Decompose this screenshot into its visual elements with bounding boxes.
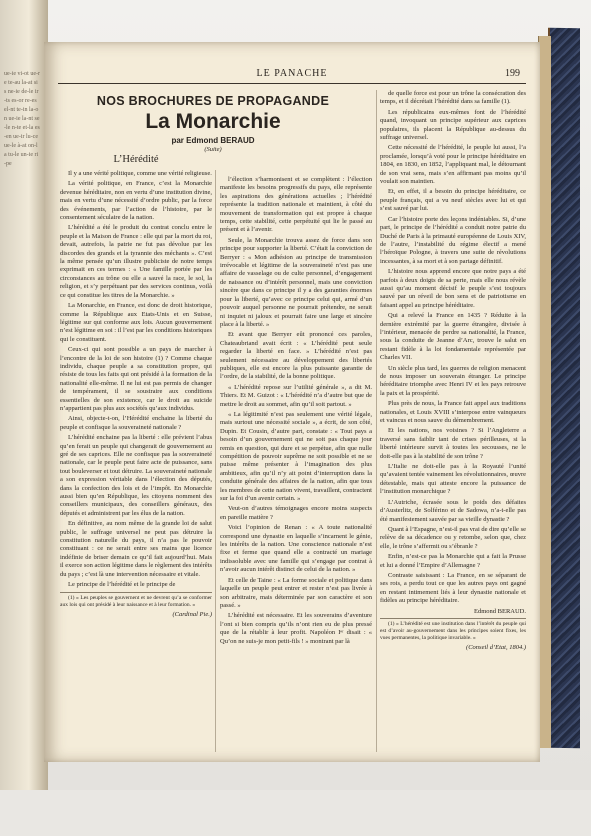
column-1 — [60, 170, 212, 830]
paragraph: « La légitimité n’est pas seulement une vérité légale, mais surtout une nécessité sociale », a écrit, de son côté, Dupin. Et Cousin, d’autre part, constate : « Tout pays a besoin d’un gouvernement qui ne soit pas chaque jour remis en question, qui dure et se perpétue, afin que nulle compétition de pouvoir suprême ne soit possible et ne se puisse même présenter à l’imagination des plus ambitieux, afin qu’il n’y ait point d’interruption dans la conduite générale des affaires de la nation, afin que tous les membres de cette nation vivent, travaillent, contractent sur la foi d’un avenir certain. » — [220, 410, 372, 503]
paragraph: Enfin, n’est-ce pas la Monarchie qui a fait la Prusse et lui a donné l’Empire d’Allemagne ? — [380, 553, 526, 569]
running-head — [44, 68, 540, 82]
paragraph: L’Autriche, écrasée sous le poids des défaites d’Austerlitz, de Solférino et de Sadowa, n’a-t-elle pas été manifestement sauvée par sa vieille dynastie ? — [380, 498, 526, 523]
marbled-cover — [548, 28, 580, 749]
paragraph: La vérité politique, en France, c’est la Monarchie devenue héréditaire, non en vertu d’une institution divine, mais en vertu d’une nécessité d’ordre public, par la force des événements, par l’action de l’histoire, par le consentement séculaire de la nation. — [60, 180, 212, 222]
paragraph: En définitive, au nom même de la grande loi de salut public, le suffrage universel ne peut pas détruire la constitution naturelle du pays, il n’a pas le pouvoir constituant : ce ne serait entre ses mains que licence indéfinie de briser demain ce qu’il fait aujourd’hui. Mais il exerce son action légitime dans le règlement des intérêts du pays ; c’est là une intervention nécessaire et vitale. — [60, 520, 212, 578]
author-signature: Edmond BERAUD. — [474, 607, 526, 615]
column-3 — [380, 90, 526, 758]
paragraph: l’élection s’harmonisent et se complètent : l’élection manifeste les besoins progressifs du pays, elle représente les aspirations des générations actuelles ; l’hérédité représente la tradition nationale et maintient, à côté du mouvement de transformation qui est propre à chaque temps, cette stabilité, cette perpétuité qui lie le passé au présent et à l’avenir. — [220, 176, 372, 234]
paragraph: Voici l’opinion de Renan : « A toute nationalité correspond une dynastie en laquelle s’incarnent le génie, les intérêts de la nation. Une conscience nationale n’est fixe et ferme que quand elle a contracté un mariage indissoluble avec une famille qui s’engage par contrat à n’avoir aucun intérêt distinct de celui de la nation. » — [220, 524, 372, 574]
paragraph: Il y a une vérité politique, comme une vérité religieuse. — [68, 170, 212, 177]
column-2 — [220, 176, 372, 836]
paragraph: Contraste saisissant : La France, en se séparant de ses rois, a perdu tout ce que les autres pays ont gagné en restant intimement liés à leur dynastie nationale et fidèles au principe héréditaire. — [380, 571, 526, 605]
paragraph: Qui a relevé la France en 1435 ? Réduite à la dernière extrémité par la guerre étrangère, divisée à l’intérieur, menacée de perdre sa nationalité, la France, sous la conduite de Jeanne d’Arc, trouve le salut en restant fidèle à la loi fondamentale représentée par Charles VII. — [380, 312, 526, 362]
footnote-credit: (Conseil d’Etat, 1804.) — [466, 643, 526, 651]
paragraph: Et les nations, nos voisines ? Si l’Angleterre a traversé sans faiblir tant de crises périlleuses, si la liberté intérieure survit à toutes les secousses, ne le doit-elle pas à la stabilité de son trône ? — [380, 427, 526, 460]
paragraph: L’histoire nous apprend encore que notre pays a été parfois à deux doigts de sa perte, mais elle nous révèle aussi qu’au moment décisif le peuple s’est toujours sauvé par un réveil de bon sens et de patriotisme en faisant appel au principe héréditaire. — [380, 268, 526, 309]
paragraph: La Monarchie, en France, est donc de droit historique, comme la République aux Etats-Unis et en Suisse, légitime sur qui conforme aux lois. Aucun gouvernement n’est légitime en soi : il l’est par les conditions historiques qui le constituent. — [60, 302, 212, 343]
paragraph: « L’hérédité repose sur l’utilité générale », a dit M. Thiers. Et M. Guizot : « L’hérédité n’a d’autre but que de mettre le droit au sommet, afin qu’il soit partout. » — [220, 383, 372, 408]
column-divider — [215, 170, 216, 752]
paragraph: L’hérédité est nécessaire. Et les souverains d’aventure l’ont si bien compris qu’ils n’ont rien eu de plus pressé que de la rétablir à leur profit. Napoléon Iᵉʳ disait : « Qu’on ne suis-je mon petit-fils ! » montrant par là — [220, 612, 372, 645]
paragraph: Car l’histoire porte des leçons indéniables. Si, d’une part, le principe de l’hérédité a conduit notre patrie du Duché de Paris à la primauté européenne de Louis XIV, de l’autre, l’instabilité du régime électif a mené l’héroïque Pologne, à travers une suite de révolutions incessantes, à sa mort et à son partage définitif. — [380, 215, 526, 265]
paragraph: L’hérédité enchaine pas la liberté : elle prévient l’abus qu’en ferait un peuple qui changerait de gouvernement au gré de ses caprices. Elle ne confisque pas la souveraineté nationale, car le peuple peut faire acte de puissance, sans tout bouleverser et tout détruire. La souveraineté nationale a son expression véritable dans l’élection des députés, dans la confection des lois et de l’impôt. En Monarchie aussi bien qu’en République, les citoyens nomment des conseillers municipaux, des conseillers généraux, des députés et administrent par les élus de la nation. — [60, 434, 212, 517]
article-kicker: NOS BROCHURES DE PROPAGANDE — [96, 94, 330, 108]
paragraph: de quelle force est pour un trône la consécration des temps, et il décrétait l’hérédité dans sa famille (1). — [380, 90, 526, 106]
paragraph: Plus près de nous, la France fait appel aux traditions nationales, et Louis XVIII s’interpose entre vainqueurs et vaincus et nous sauve du démembrement. — [380, 400, 526, 425]
running-title: LE PANACHE — [256, 68, 328, 79]
section-heading: L’Hérédité — [113, 154, 159, 165]
footnote: (1) « Les peuples se gouvernent et ne devrent qu’a se conformer aux lois qui ont présidé à leur naissance et à leur formation. » — [60, 592, 212, 609]
paragraph: Et celle de Taine : « La forme sociale et politique dans laquelle un peuple peut entrer et rester n’est pas livrée à son arbitraire, mais déterminée par son caractère et son passé. » — [220, 576, 372, 609]
article-suite: (Suite) — [204, 146, 222, 153]
article-byline: par Edmond BERAUD — [171, 136, 255, 145]
newspaper-page — [44, 42, 540, 762]
paragraph: Le principe de l’hérédité et le principe de — [68, 581, 176, 589]
paragraph: Et avant que Berryer eût prononcé ces paroles, Chateaubriand avait écrit : « L’hérédité peut seule regarder la liberté en face. » L’hérédité n’est pas seulement nécessaire au développement des libertés publiques, elle est encore la plus puissante garantie de l’ordre, de la stabilité, de la bonne politique. — [220, 331, 372, 381]
column-divider — [376, 90, 377, 752]
top-rule — [58, 83, 526, 84]
paragraph: L’Italie ne doit-elle pas à la Royauté l’unité qu’avaient tentée vainement les révolutionnaires, œuvre détestable, mais qui atteste encore la puissance de l’institution monarchique ? — [380, 463, 526, 496]
footnote-credit: (Cardinal Pie.) — [172, 610, 212, 618]
paragraph: Cette nécessité de l’hérédité, le peuple lui aussi, l’a proclamée, lorsqu’à voté pour le principe héréditaire en 1804, en 1830, en 1852, l’appliquant mal, le détournant de son vrai sens, mais s’en affirmant pas moins qu’il voulait son maintien. — [380, 144, 526, 186]
paragraph: Et, en effet, il a besoin du principe héréditaire, ce peuple français, qui a vu neuf siècles avec lui et qui s’est sauvé par lui. — [380, 188, 526, 213]
paragraph: Seule, la Monarchie trouva assez de force dans son principe pour supporter la liberté. C’était la conviction de Berryer : « Mon adhésion au principe de transmission irrévocable et légitime de la souveraineté n’est pas une affaire de vasselage ou de culte personnel, d’engagement de naissance ou d’intérêt personnel, mais une conviction sincère que dans ce principe il y a des garanties énormes pour la liberté, qu’avec ce principe celui qui, armé d’un pouvoir auquel personne ne pourrait prétendre, ne serait ni inquiet ni jaloux et pourrait faire une large et sincère place à la liberté. » — [220, 236, 372, 328]
paragraph: Ainsi, objecte-t-on, l’Hérédité enchaine la liberté du peuple et confisque la souveraineté nationale ? — [60, 415, 212, 431]
paragraph: Quant à l’Espagne, n’est-il pas vrai de dire qu’elle se relève de sa décadence ou y retombe, selon que, chez elle, le trône s’affermit ou s’ébranle ? — [380, 525, 526, 550]
previous-page-edge — [0, 0, 48, 790]
paragraph: Les républicains eux-mêmes font de l’hérédité quand, invoquant un principe supérieur aux caprices populaires, ils placent la République au-dessus du suffrage universel. — [380, 108, 526, 142]
page-number: 199 — [505, 68, 520, 79]
paragraph: Veut-on d’autres témoignages encore moins suspects en pareille matière ? — [220, 505, 372, 521]
paragraph: L’hérédité a été le produit du contrat conclu entre le peuple et la Maison de France : elle qui par la mort du roi, devait, autrefois, la patrie ne fut pas dévolue par les discordes des grands et la tyrannie des méchants ». C’est la même pensée qu’un illustre publiciste de notre temps exprimait en ces termes : « Une famille portée par les circonstances au trône ou elle a sauvé la race, le sol, la religion, et s’y perpétuant par des services continus, voilà ce qui constitue les titres de la Monarchie. » — [60, 224, 212, 299]
paragraph: Ceux-ci qui sont possible a un pays de marcher à l’encontre de la loi de son histoire (1) ? Comme chaque individu, chaque peuple a sa constitution propre, qui résiste de tous les faits qui ont présidé à la formation de la nationalité elle-même. Il ne lui est pas permis de changer de tempérament, il se soustraire aux conditions essentielles de son existence, car le droit au suicide n’appartient pas plus aux sociétés qu’aux individus. — [60, 346, 212, 412]
paragraph: Un siècle plus tard, les guerres de religion menacent de nous imposer un souverain étranger. Le principe héréditaire triomphe avec Henri IV et les pays retrouve la paix et la prospérité. — [380, 364, 526, 397]
footnote: (1) « L’hérédité est une institution dans l’intérêt du peuple qui est d’avoir au-gouvernement dans les principes soient fixes, les vues permanentes, la politique invariable. » — [380, 618, 526, 642]
previous-page-text: ue-ie vi-ot ue-re te-au la-at sis ne-ie de-le ir-ts es-or re-es el-nt te-in la-on ue-ie la-nt se-le n-te et-la es-en ue-ir lu-ce ue-le à-at on-la tu-le un-ie ri-pe — [4, 71, 40, 167]
article-title: La Monarchie — [145, 110, 281, 133]
